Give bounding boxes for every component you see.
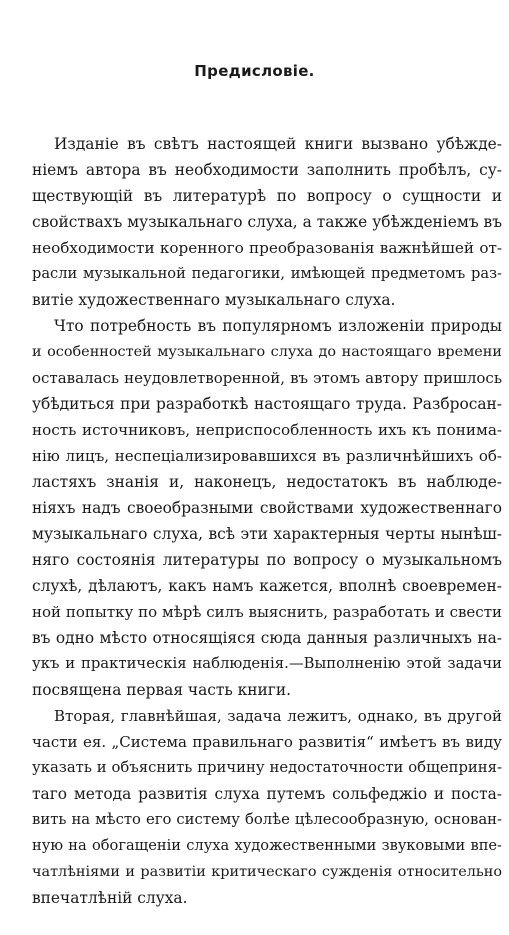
body-text — [32, 131, 502, 911]
paragraph-3 — [32, 703, 502, 911]
text-line: Что потребность въ популярномъ изложеніи природы — [54, 317, 502, 335]
text-line: посвящена первая часть книги. — [32, 681, 292, 699]
text-line: Изданіе въ свѣтъ настоящей книги вызвано убѣжде- — [54, 135, 502, 153]
text-line: ность источниковъ, неприспособленность ихъ къ понима- — [32, 421, 502, 439]
text-line: необходимости коренного преобразованія важнѣйшей от- — [32, 239, 502, 257]
text-line: няго состоянія литературы по вопросу о музыкальномъ — [32, 551, 502, 569]
text-line: витіе художественнаго музыкальнаго слуха. — [32, 291, 396, 309]
text-line: музыкальнаго слуха, всѣ эти характерныя черты нынѣш- — [32, 525, 502, 543]
text-line: ластяхъ знанія и, наконецъ, недостатокъ въ наблюде- — [32, 473, 502, 491]
text-line: ніяхъ надъ своеобразными свойствами художественнаго — [32, 499, 502, 517]
text-line: чатлѣніями и развитіи критическаго сужденія относительно — [32, 864, 502, 880]
paragraph-2 — [32, 313, 502, 703]
text-line: впечатлѣній слуха. — [32, 889, 188, 907]
text-line: укъ и практическія наблюденія.—Выполненію этой задачи — [32, 655, 502, 672]
text-line: указать и объяснить причину недостаточности общеприня- — [32, 759, 502, 776]
page-title: Предисловіе. — [194, 62, 315, 80]
text-line: нію лицъ, неспеціализировавшихся въ различнѣйшихъ об- — [32, 447, 502, 465]
text-line: ной попытку по мѣрѣ силъ выяснить, разработать и свести — [32, 603, 502, 621]
text-line: ніемъ автора въ необходимости заполнить пробѣлъ, су- — [32, 161, 502, 179]
text-line: слухѣ, дѣлаютъ, какъ намъ кажется, вполнѣ своевремен- — [32, 577, 502, 595]
text-line: свойствахъ музыкальнаго слуха, а также убѣжденіемъ въ — [32, 213, 502, 231]
text-line: убѣдиться при разработкѣ настоящаго труда. Разбросан- — [32, 395, 502, 413]
text-line: вить на мѣсто его систему болѣе цѣлесообразную, основан- — [32, 811, 502, 828]
text-line: и особенностей музыкальнаго слуха до настоящаго времени — [32, 344, 502, 360]
text-line: таго метода развитія слуха путемъ сольфеджіо и поста- — [32, 785, 502, 803]
text-line: оставалась неудовлетворенной, въ этомъ автору пришлось — [32, 369, 502, 387]
text-line: ную на обогащеніи слуха художественными звуковыми впе- — [32, 837, 502, 854]
text-line: Вторая, главнѣйшая, задача лежитъ, однако, въ другой — [54, 707, 502, 725]
text-line: части ея. „Система правильнаго развитія“ имѣетъ въ виду — [32, 733, 502, 751]
text-line: ществующій въ литературѣ по вопросу о сущности и — [32, 187, 502, 205]
text-line: въ одно мѣсто относящіяся сюда данныя различныхъ на- — [32, 629, 502, 647]
paragraph-1 — [32, 131, 502, 313]
text-line: расли музыкальной педагогики, имѣющей предметомъ раз- — [32, 265, 502, 282]
